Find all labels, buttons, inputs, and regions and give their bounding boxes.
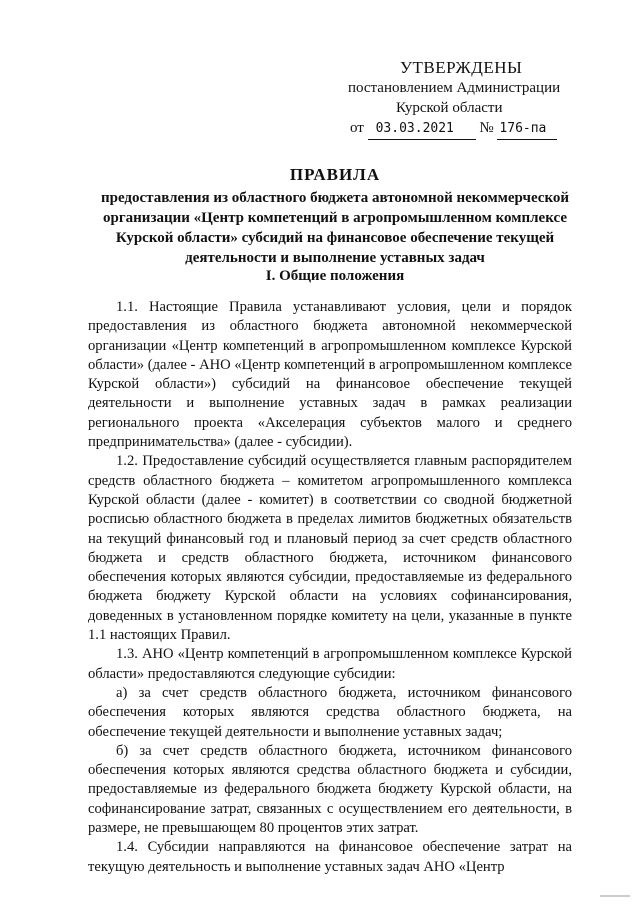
scan-artifact	[600, 895, 630, 897]
document-body	[88, 298, 572, 877]
paragraph-1-4: 1.4. Субсидии направляются на финансовое обеспечение затрат на текущую деятельность и выполнение уставных задач АНО «Центр	[88, 839, 572, 875]
approval-date-line	[330, 118, 590, 140]
approval-heading: УТВЕРЖДЕНЫ	[400, 58, 523, 77]
paragraph-1-1: 1.1. Настоящие Правила устанавливают условия, цели и порядок предоставления из областного бюджета автономной некоммерческой организации «Центр компетенций в агропромышленном комплексе Курской области» (далее - АНО «Центр компетенций в агропромышленном комплексе Курской области») субсидий на финансовое обеспечение текущей деятельности и выполнение уставных задач в рамках реализации регионального проекта «Акселерация субъектов малого и среднего предпринимательства» (далее - субсидии).	[88, 299, 572, 451]
approval-number: 176-па	[497, 119, 557, 140]
document-subtitle: предоставления из областного бюджета автономной некоммерческой организации «Центр компетенций в агропромышленном комплексе Курской области» субсидий на финансовое обеспечение текущей деятельности и выполнение уставных задач	[100, 190, 570, 266]
document-title-block	[80, 164, 590, 268]
approval-line-2: Курской области	[396, 100, 503, 116]
paragraph-1-3-a: а) за счет средств областного бюджета, источником финансового обеспечения которых являются средства областного бюджета, на обеспечение текущей деятельности и выполнение уставных задач;	[88, 684, 572, 740]
document-title: ПРАВИЛА	[289, 165, 381, 184]
approval-date: 03.03.2021	[368, 119, 476, 140]
approval-stamp	[330, 58, 590, 140]
section-heading: I. Общие положения	[265, 268, 405, 284]
paragraph-1-2: 1.2. Предоставление субсидий осуществляется главным распорядителем средств областного бюджета – комитетом агропромышленного комплекса Курской области (далее - комитет) в соответствии со сводной бюджетной росписью областного бюджета в пределах лимитов бюджетных обязательств на текущий финансовый год и плановый период за счет средств областного бюджета и средств областного бюджета, источником финансового обеспечения которых являются субсидии, предоставляемые из федерального бюджета бюджету Курской области на условиях софинансирования, доведенных в установленном порядке комитету на цели, указанные в пункте 1.1 настоящих Правил.	[88, 453, 572, 644]
paragraph-1-3: 1.3. АНО «Центр компетенций в агропромышленном комплексе Курской области» предоставляются следующие субсидии:	[88, 646, 572, 682]
paragraph-1-3-b: б) за счет средств областного бюджета, источником финансового обеспечения которых являются средства областного бюджета и субсидии, предоставляемые из федерального бюджета бюджету Курской области, на софинансирование затрат, связанных с осуществлением его деятельности, в размере, не превышающем 80 процентов этих затрат.	[88, 742, 572, 837]
date-prefix: от	[350, 120, 364, 136]
approval-line-1: постановлением Администрации	[348, 80, 561, 96]
number-prefix: №	[479, 120, 494, 136]
